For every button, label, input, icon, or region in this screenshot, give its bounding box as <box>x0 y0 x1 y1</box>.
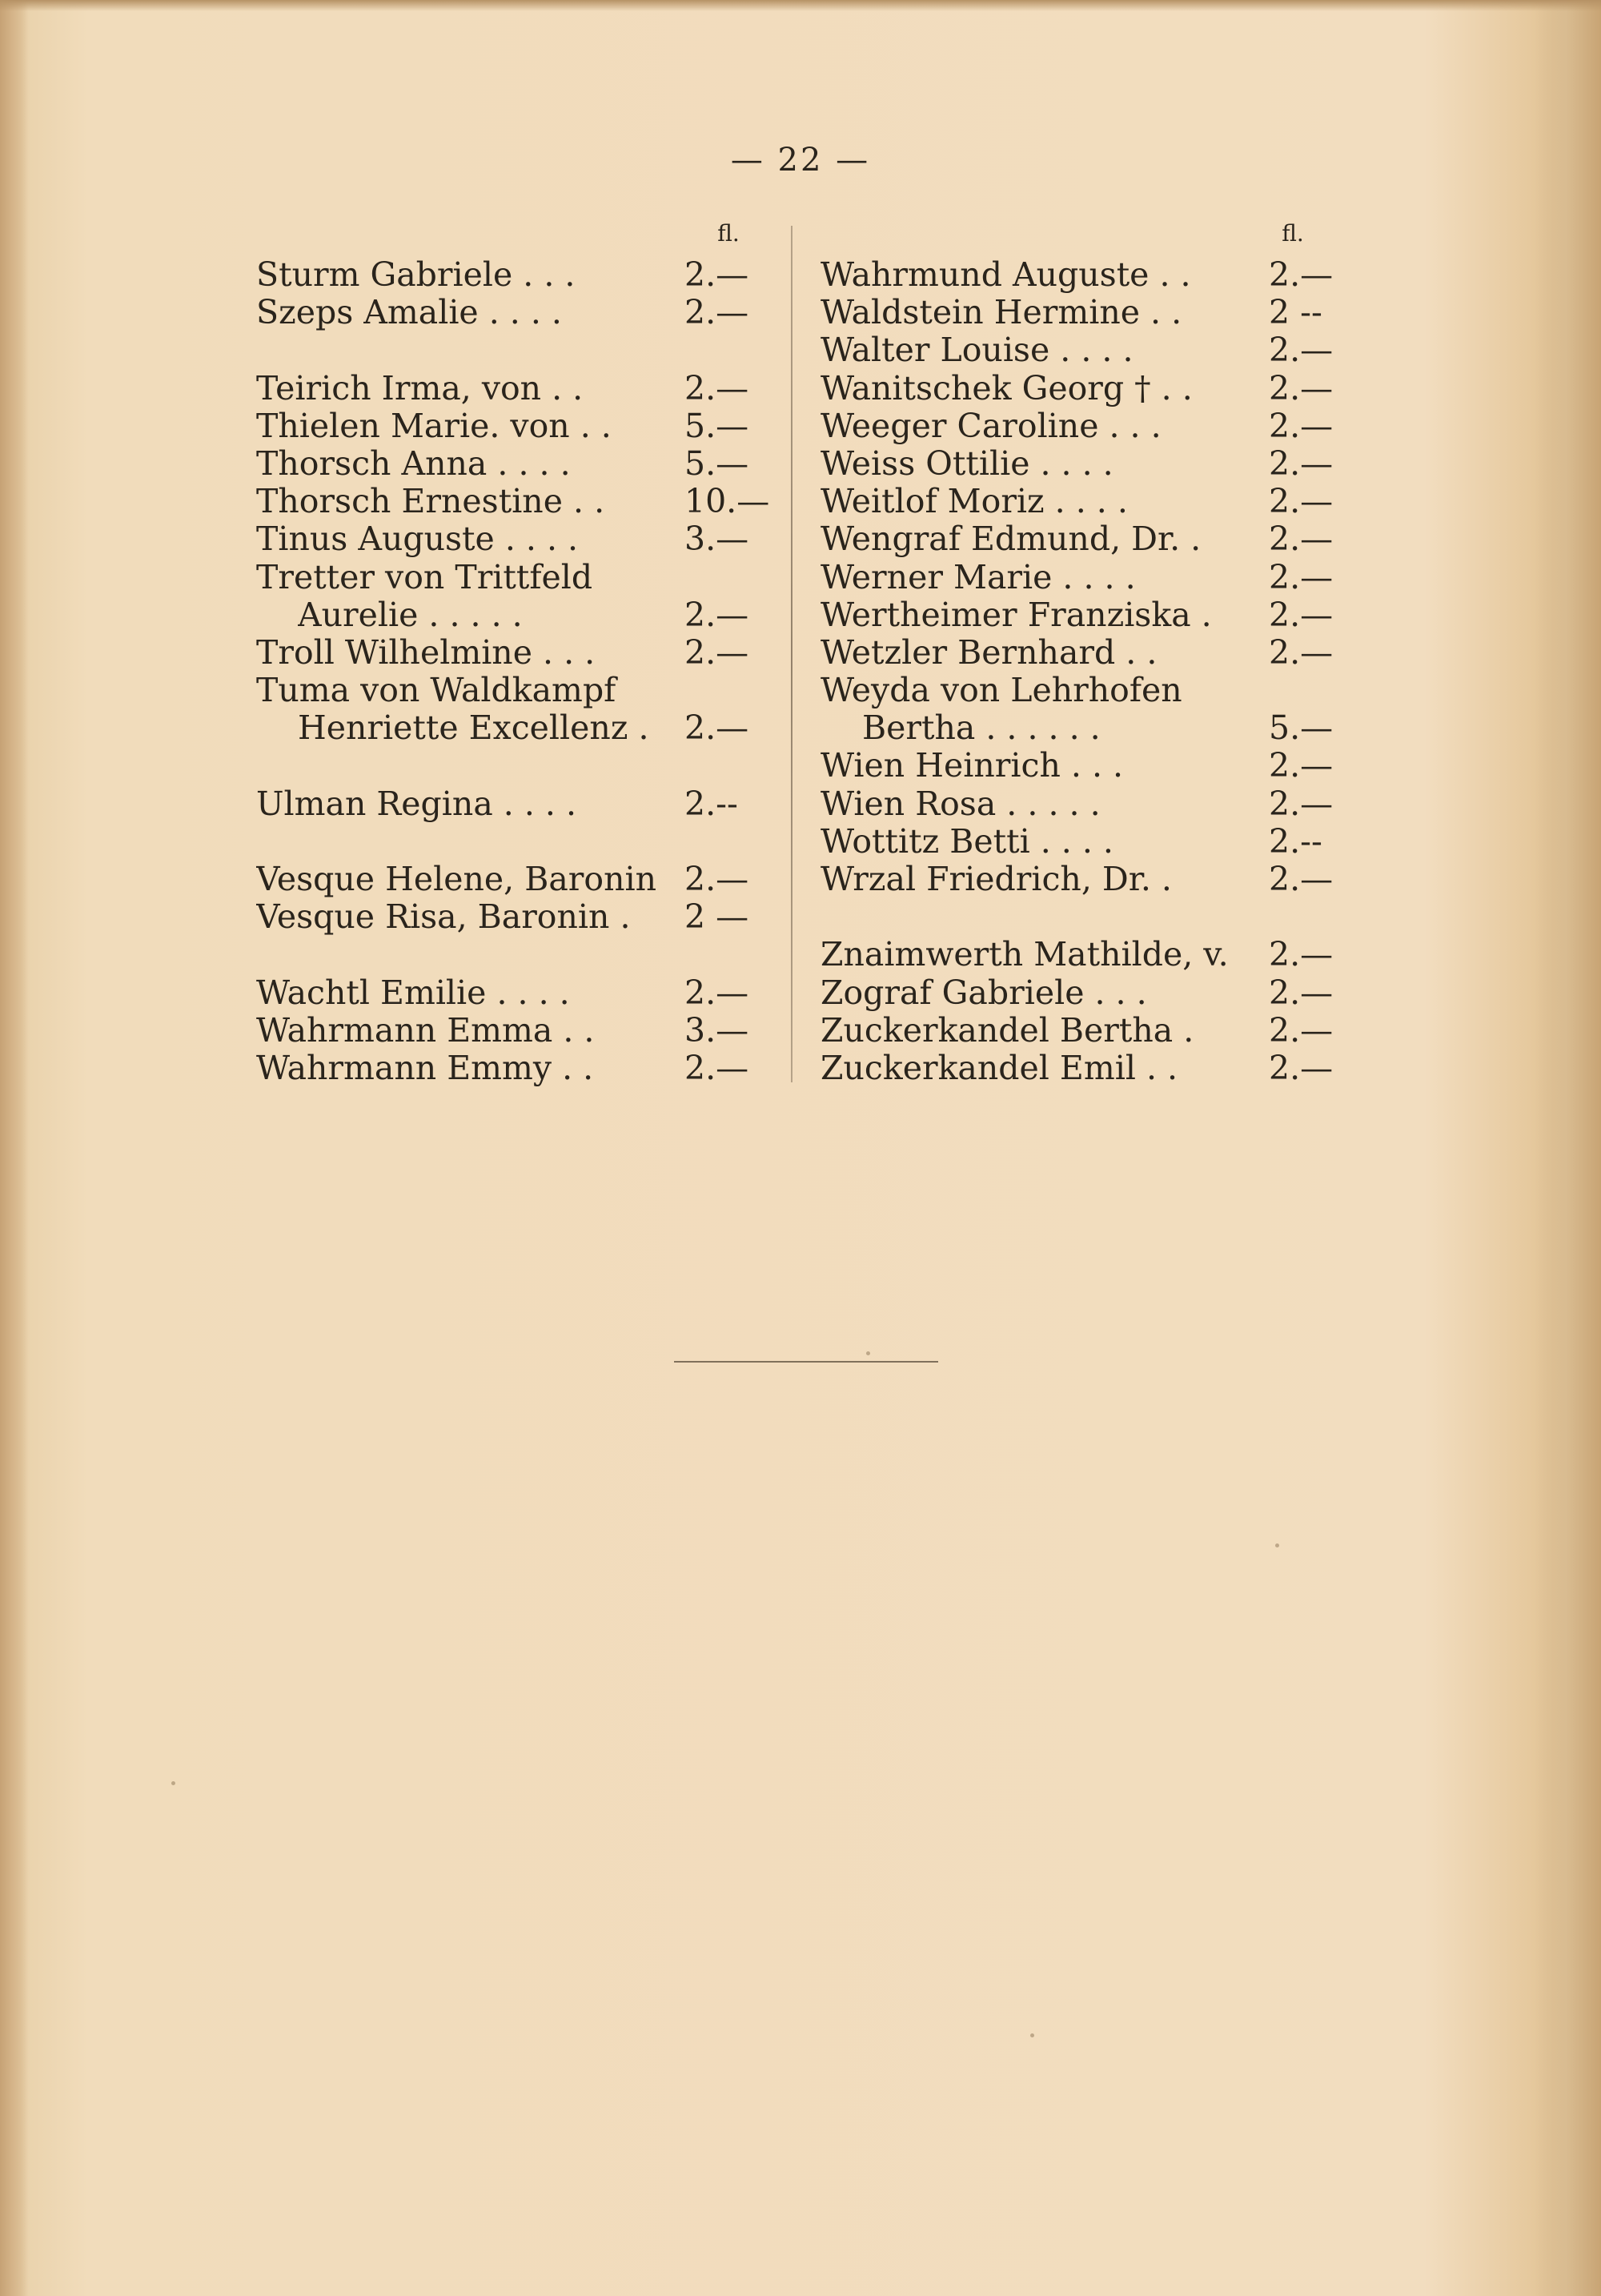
donation-amount: 2.— <box>1269 746 1334 785</box>
donation-amount: 2.-- <box>1269 821 1322 861</box>
right-list-item <box>821 256 1349 294</box>
donor-name: Thielen Marie. von . . <box>256 407 612 445</box>
donation-amount: 2.— <box>684 860 749 898</box>
donor-name: Wahrmann Emmy . . <box>256 1049 594 1087</box>
left-list-item <box>256 672 776 709</box>
donation-amount: 2.— <box>684 293 749 332</box>
right-currency-header: fl. <box>1282 220 1304 247</box>
right-list-item <box>821 823 1349 861</box>
right-list-item <box>821 634 1349 672</box>
donor-name: Tuma von Waldkampf <box>256 672 616 710</box>
right-list-item <box>821 370 1349 407</box>
donor-name: Weitlof Moriz . . . . <box>821 483 1128 521</box>
right-list-item <box>821 898 1349 936</box>
donation-amount: 5.— <box>684 444 749 483</box>
donation-amount: 2.— <box>1269 368 1334 407</box>
left-donor-list <box>256 256 776 1087</box>
donation-amount: 5.— <box>684 406 749 445</box>
donor-name: Zuckerkandel Emil . . <box>821 1049 1178 1087</box>
left-list-item <box>256 370 776 407</box>
donor-name: Wachtl Emilie . . . . <box>256 973 570 1012</box>
right-list-item <box>821 1050 1349 1087</box>
donor-name: Wrzal Friedrich, Dr. . <box>821 861 1172 898</box>
right-donor-list <box>821 256 1349 1087</box>
donation-amount: 2.— <box>1269 935 1334 974</box>
right-list-item <box>821 559 1349 596</box>
donation-amount: 2.— <box>1269 255 1334 294</box>
donation-amount: 2.— <box>1269 444 1334 483</box>
donation-amount: 2.— <box>1269 406 1334 445</box>
left-list-item <box>256 634 776 672</box>
right-list-item <box>821 747 1349 785</box>
donor-name: Wahrmann Emma . . <box>256 1011 595 1050</box>
donor-name: Tretter von Trittfeld <box>256 558 593 596</box>
donor-name: Werner Marie . . . . <box>821 558 1136 596</box>
donation-amount: 2.— <box>1269 1010 1334 1050</box>
donor-name: Aurelie . . . . . <box>298 596 523 634</box>
donor-name: Ulman Regina . . . . <box>256 785 577 823</box>
column-divider <box>791 226 792 1082</box>
donor-name: Wetzler Bernhard . . <box>821 633 1158 672</box>
donation-amount: 2 -- <box>1269 293 1322 332</box>
paper-speck <box>866 1351 870 1355</box>
left-list-item <box>256 1050 776 1087</box>
right-list-item <box>821 483 1349 520</box>
donor-name: Weyda von Lehrhofen <box>821 672 1182 710</box>
right-list-item <box>821 596 1349 634</box>
left-list-item <box>256 823 776 861</box>
donation-amount: 3.— <box>684 520 749 559</box>
donor-name: Waldstein Hermine . . <box>821 294 1182 332</box>
donation-amount: 2.— <box>1269 557 1334 596</box>
right-list-item <box>821 520 1349 558</box>
donor-name: Henriette Excellenz . <box>298 709 649 748</box>
donor-name: Zograf Gabriele . . . <box>821 973 1147 1012</box>
donation-amount: 2.— <box>1269 973 1334 1012</box>
paper-speck <box>1275 1543 1279 1547</box>
left-list-item <box>256 709 776 747</box>
left-list-item <box>256 936 776 973</box>
right-list-item <box>821 445 1349 483</box>
donor-name: Wanitschek Georg † . . <box>821 369 1193 407</box>
donation-amount: 2.— <box>684 632 749 672</box>
left-list-item <box>256 974 776 1012</box>
donor-name: Troll Wilhelmine . . . <box>256 633 596 672</box>
right-list-item <box>821 294 1349 331</box>
donor-name: Vesque Helene, Baronin <box>256 861 657 898</box>
donation-amount: 2.— <box>684 708 749 748</box>
donor-name: Szeps Amalie . . . . <box>256 294 562 332</box>
right-page-edge <box>1535 0 1601 2296</box>
left-list-item <box>256 596 776 634</box>
left-list-item <box>256 256 776 294</box>
donation-amount: 2.— <box>684 255 749 294</box>
donation-amount: 2.— <box>684 973 749 1012</box>
left-list-item <box>256 294 776 331</box>
donor-name: Thorsch Ernestine . . <box>256 483 605 521</box>
donor-name: Weeger Caroline . . . <box>821 407 1162 445</box>
right-list-item <box>821 936 1349 973</box>
left-currency-header: fl. <box>717 220 740 247</box>
left-list-item <box>256 483 776 520</box>
left-list-item <box>256 1012 776 1050</box>
donor-name: Walter Louise . . . . <box>821 331 1134 370</box>
donation-amount: 2.— <box>1269 331 1334 370</box>
donor-name: Wottitz Betti . . . . <box>821 822 1113 861</box>
left-page-edge <box>0 0 29 2296</box>
paper-speck <box>1030 2033 1034 2037</box>
donor-name: Vesque Risa, Baronin . <box>256 898 631 937</box>
donation-amount: 2.— <box>684 1048 749 1087</box>
donor-name: Zuckerkandel Bertha . <box>821 1011 1194 1050</box>
donation-amount: 3.— <box>684 1010 749 1050</box>
donation-amount: 2.— <box>1269 860 1334 898</box>
donor-name: Wien Rosa . . . . . <box>821 785 1101 823</box>
donor-name: Teirich Irma, von . . <box>256 369 584 407</box>
donor-name: Wengraf Edmund, Dr. . <box>821 520 1202 559</box>
right-list-item <box>821 1012 1349 1050</box>
left-list-item <box>256 559 776 596</box>
top-page-edge <box>0 0 1601 11</box>
page-number: — 22 — <box>730 142 871 179</box>
donor-name: Znaimwerth Mathilde, v. <box>821 936 1229 974</box>
donor-name: Wertheimer Franziska . <box>821 596 1212 634</box>
donor-name: Weiss Ottilie . . . . <box>821 444 1113 483</box>
donation-amount: 2.— <box>684 368 749 407</box>
right-list-item <box>821 709 1349 747</box>
left-list-item <box>256 407 776 445</box>
right-list-item <box>821 785 1349 823</box>
donation-amount: 2 — <box>684 897 749 937</box>
donation-amount: 10.— <box>684 482 770 521</box>
donation-amount: 2.— <box>1269 632 1334 672</box>
donation-amount: 2.— <box>1269 784 1334 823</box>
left-list-item <box>256 445 776 483</box>
right-list-item <box>821 331 1349 369</box>
donation-amount: 5.— <box>1269 708 1334 748</box>
donation-amount: 2.— <box>1269 1048 1334 1087</box>
donation-amount: 2.-- <box>684 784 738 823</box>
donation-amount: 2.— <box>1269 520 1334 559</box>
donor-name: Sturm Gabriele . . . <box>256 256 576 294</box>
donation-amount: 2.— <box>684 595 749 634</box>
right-list-item <box>821 672 1349 709</box>
right-list-item <box>821 861 1349 898</box>
donor-name: Thorsch Anna . . . . <box>256 444 571 483</box>
left-list-item <box>256 331 776 369</box>
paper-speck <box>171 1781 175 1785</box>
left-list-item <box>256 747 776 785</box>
donor-name: Tinus Auguste . . . . <box>256 520 579 559</box>
donation-amount: 2.— <box>1269 595 1334 634</box>
donor-name: Wien Heinrich . . . <box>821 747 1124 785</box>
left-list-item <box>256 861 776 898</box>
left-list-item <box>256 785 776 823</box>
donor-name: Wahrmund Auguste . . <box>821 256 1191 294</box>
donor-name: Bertha . . . . . . <box>862 709 1101 748</box>
left-list-item <box>256 898 776 936</box>
right-list-item <box>821 974 1349 1012</box>
end-rule <box>674 1361 938 1363</box>
left-list-item <box>256 520 776 558</box>
donation-amount: 2.— <box>1269 482 1334 521</box>
right-list-item <box>821 407 1349 445</box>
